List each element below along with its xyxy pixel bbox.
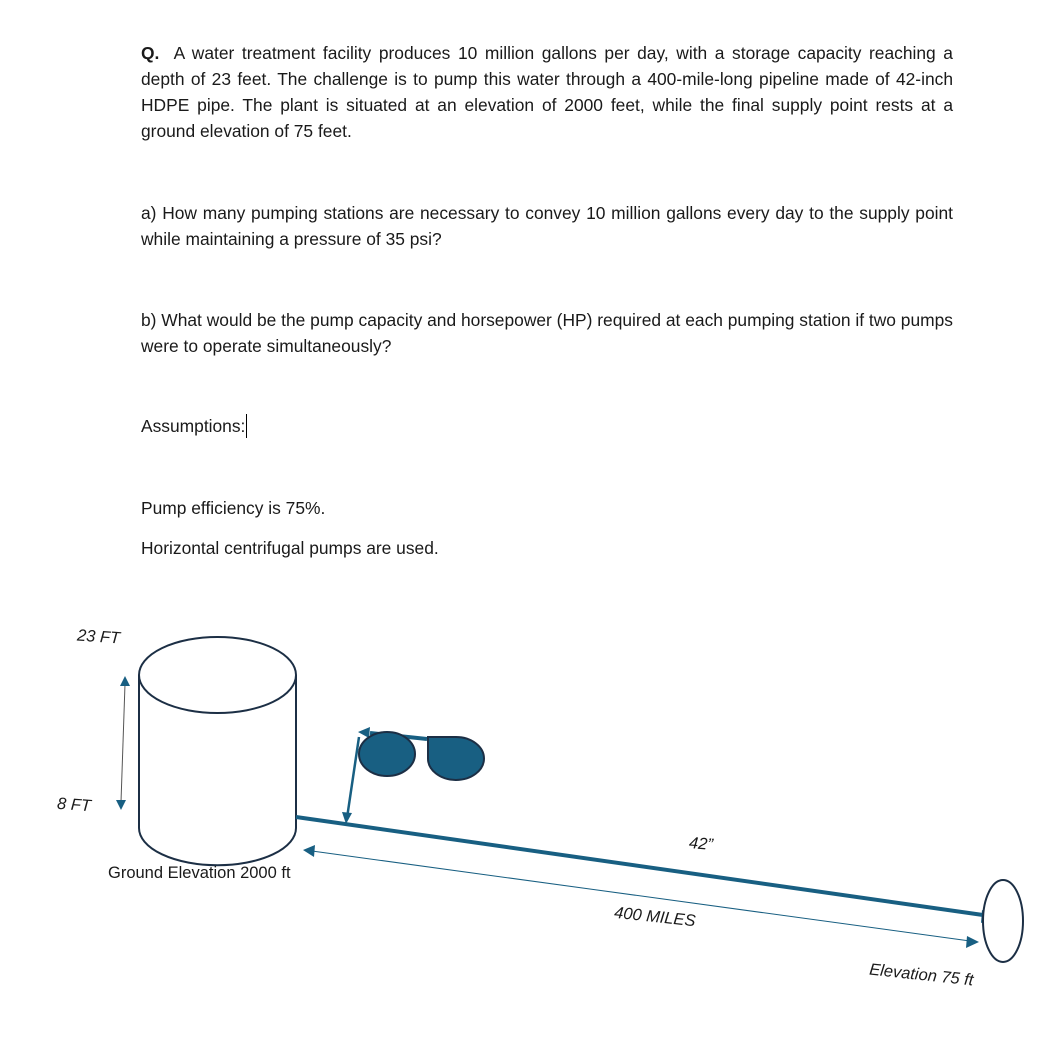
tank-top-label: 23 FT [76, 626, 121, 648]
pipeline [296, 817, 990, 916]
ground-elevation-label: Ground Elevation 2000 ft [108, 864, 291, 882]
part-a-text: a) How many pumping stations are necessary to convey 10 million gallons every day to the supply point while maintaining a pressure of 35 psi? [141, 203, 953, 249]
supply-point [983, 880, 1023, 962]
assumption-item: Horizontal centrifugal pumps are used. [141, 538, 439, 558]
pump-icon [359, 732, 415, 776]
question-text: A water treatment facility produces 10 million gallons per day, with a storage capacity reaching a depth of 23 feet. The challenge is to pump this water through a 400-mile-long pipeline made of 42-inch HDPE pipe. The plant is situated at an elevation of 2000 feet, while the final supply point rests at a ground elevation of 75 feet. [141, 43, 953, 141]
question-prefix: Q. [141, 43, 160, 63]
storage-tank [139, 637, 296, 865]
pump-group [342, 727, 484, 824]
assumptions-heading-text: Assumptions: [141, 416, 246, 436]
assumption-item: Pump efficiency is 75%. [141, 498, 326, 518]
part-b-text: b) What would be the pump capacity and horsepower (HP) required at each pumping station if two pumps were to operate simultaneously? [141, 310, 953, 356]
length-label: 400 MILES [613, 903, 697, 931]
pipe-diameter-label: 42” [688, 833, 714, 855]
tank-bottom-label: 8 FT [56, 794, 92, 816]
pump-icon [428, 737, 484, 780]
length-dimension-arrow [303, 845, 979, 948]
end-elevation-label: Elevation 75 ft [868, 960, 975, 990]
depth-arrow [116, 676, 130, 810]
